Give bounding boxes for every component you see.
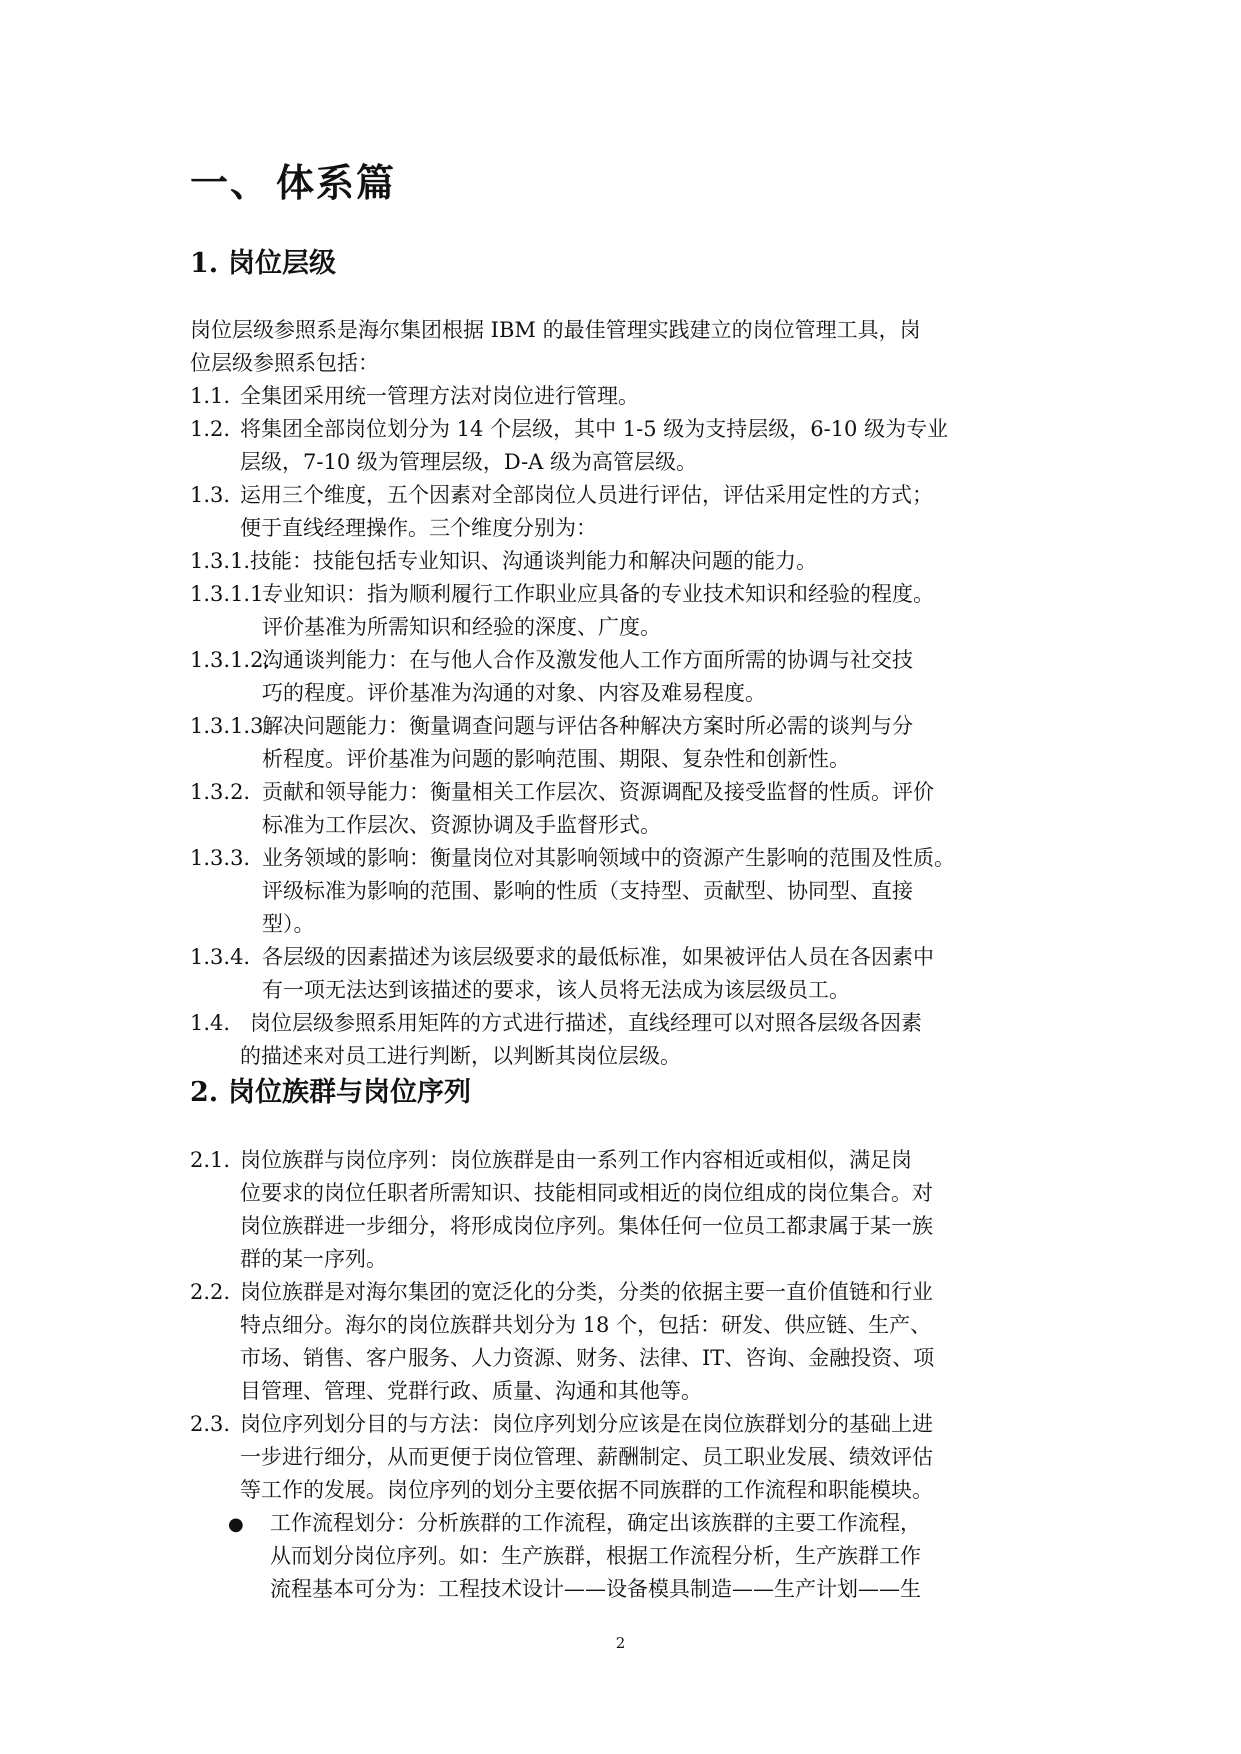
item-text: 技能：技能包括专业知识、沟通谈判能力和解决问题的能力。 <box>250 549 817 573</box>
bullet-dot-icon: ● <box>228 1514 244 1535</box>
item-number: 1.3.1.1. <box>190 582 271 606</box>
chapter-number: 一、 <box>190 161 271 205</box>
intro-line: 岗位层级参照系是海尔集团根据 IBM 的最佳管理实践建立的岗位管理工具，岗 <box>190 318 921 342</box>
item-text: 贡献和领导能力：衡量相关工作层次、资源调配及接受监督的性质。评价 <box>262 780 934 804</box>
list-item <box>190 710 1060 776</box>
section-title: 岗位族群与岗位序列 <box>228 1077 471 1108</box>
list-item <box>190 1276 1060 1408</box>
item-text: 岗位族群是对海尔集团的宽泛化的分类，分类的依据主要一直价值链和行业 <box>240 1280 933 1304</box>
bullet-item <box>190 1507 1060 1606</box>
item-text: 评级标准为影响的范围、影响的性质（支持型、贡献型、协同型、直接 <box>262 879 913 903</box>
item-text: 便于直线经理操作。三个维度分别为： <box>240 516 597 540</box>
item-text: 特点细分。海尔的岗位族群共划分为 18 个，包括：研发、供应链、生产、 <box>240 1313 932 1337</box>
item-text: 目管理、管理、党群行政、质量、沟通和其他等。 <box>240 1379 702 1403</box>
item-text: 的描述来对员工进行判断，以判断其岗位层级。 <box>240 1044 681 1068</box>
item-text: 型）。 <box>262 912 315 936</box>
item-text: 业务领域的影响：衡量岗位对其影响领域中的资源产生影响的范围及性质。 <box>262 846 955 870</box>
item-text: 岗位层级参照系用矩阵的方式进行描述，直线经理可以对照各层级各因素 <box>250 1011 922 1035</box>
list-item <box>190 380 1060 413</box>
list-item <box>190 545 1060 578</box>
item-number: 1.3.1.3. <box>190 714 271 738</box>
item-text: 群的某一序列。 <box>240 1247 387 1271</box>
item-text: 将集团全部岗位划分为 14 个层级，其中 1-5 级为支持层级，6-10 级为专业 <box>240 417 949 441</box>
item-text: 评价基准为所需知识和经验的深度、广度。 <box>262 615 661 639</box>
item-number: 1.4. <box>190 1011 231 1035</box>
item-number: 1.3.2. <box>190 780 251 804</box>
section-number: 2. <box>190 1077 219 1108</box>
item-text: 各层级的因素描述为该层级要求的最低标准，如果被评估人员在各因素中 <box>262 945 934 969</box>
page-number: 2 <box>615 1634 626 1652</box>
item-text: 岗位族群与岗位序列：岗位族群是由一系列工作内容相近或相似，满足岗 <box>240 1148 912 1172</box>
item-text: 岗位序列划分目的与方法：岗位序列划分应该是在岗位族群划分的基础上进 <box>240 1412 933 1436</box>
item-number: 1.3.1. <box>190 549 251 573</box>
section-1-body <box>190 314 1060 1073</box>
item-text: 全集团采用统一管理方法对岗位进行管理。 <box>240 384 639 408</box>
item-number: 1.2. <box>190 417 231 441</box>
list-item <box>190 413 1060 479</box>
list-item <box>190 578 1060 644</box>
section-title: 岗位层级 <box>228 248 336 279</box>
item-text: 解决问题能力：衡量调查问题与评估各种解决方案时所必需的谈判与分 <box>262 714 913 738</box>
item-text: 巧的程度。评价基准为沟通的对象、内容及难易程度。 <box>262 681 766 705</box>
list-item <box>190 479 1060 545</box>
list-item <box>190 941 1060 1007</box>
item-text: 专业知识：指为顺利履行工作职业应具备的专业技术知识和经验的程度。 <box>262 582 934 606</box>
list-item <box>190 842 1060 941</box>
section-heading-2 <box>190 1076 471 1110</box>
item-number: 1.3.3. <box>190 846 251 870</box>
chapter-title: 体系篇 <box>276 161 397 205</box>
item-text: 一步进行细分，从而更便于岗位管理、薪酬制定、员工职业发展、绩效评估 <box>240 1445 933 1469</box>
item-text: 层级，7-10 级为管理层级，D-A 级为高管层级。 <box>240 450 698 474</box>
bullet-text: 工作流程划分：分析族群的工作流程，确定出该族群的主要工作流程， <box>270 1511 921 1535</box>
section-heading-1 <box>190 247 336 281</box>
item-text: 等工作的发展。岗位序列的划分主要依据不同族群的工作流程和职能模块。 <box>240 1478 933 1502</box>
item-text: 市场、销售、客户服务、人力资源、财务、法律、IT、咨询、金融投资、项 <box>240 1346 935 1370</box>
item-number: 1.3.4. <box>190 945 251 969</box>
item-text: 岗位族群进一步细分，将形成岗位序列。集体任何一位员工都隶属于某一族 <box>240 1214 933 1238</box>
item-text: 标准为工作层次、资源协调及手监督形式。 <box>262 813 661 837</box>
list-item <box>190 1408 1060 1507</box>
chapter-heading <box>190 160 396 206</box>
item-text: 沟通谈判能力：在与他人合作及激发他人工作方面所需的协调与社交技 <box>262 648 913 672</box>
item-number: 1.3. <box>190 483 231 507</box>
item-text: 析程度。评价基准为问题的影响范围、期限、复杂性和创新性。 <box>262 747 850 771</box>
item-number: 2.3. <box>190 1412 231 1436</box>
bullet-text: 从而划分岗位序列。如：生产族群，根据工作流程分析，生产族群工作 <box>270 1544 921 1568</box>
item-number: 2.2. <box>190 1280 231 1304</box>
item-text: 有一项无法达到该描述的要求，该人员将无法成为该层级员工。 <box>262 978 850 1002</box>
list-item <box>190 1007 1060 1073</box>
item-text: 运用三个维度，五个因素对全部岗位人员进行评估，评估采用定性的方式； <box>240 483 933 507</box>
list-item <box>190 644 1060 710</box>
item-number: 1.3.1.2. <box>190 648 271 672</box>
list-item <box>190 1144 1060 1276</box>
list-item <box>190 776 1060 842</box>
section-number: 1. <box>190 248 219 279</box>
intro-line: 位层级参照系包括： <box>190 351 379 375</box>
item-number: 1.1. <box>190 384 231 408</box>
section-2-body <box>190 1144 1060 1606</box>
item-text: 位要求的岗位任职者所需知识、技能相同或相近的岗位组成的岗位集合。对 <box>240 1181 933 1205</box>
item-number: 2.1. <box>190 1148 231 1172</box>
bullet-text: 流程基本可分为：工程技术设计——设备模具制造——生产计划——生 <box>270 1577 921 1601</box>
